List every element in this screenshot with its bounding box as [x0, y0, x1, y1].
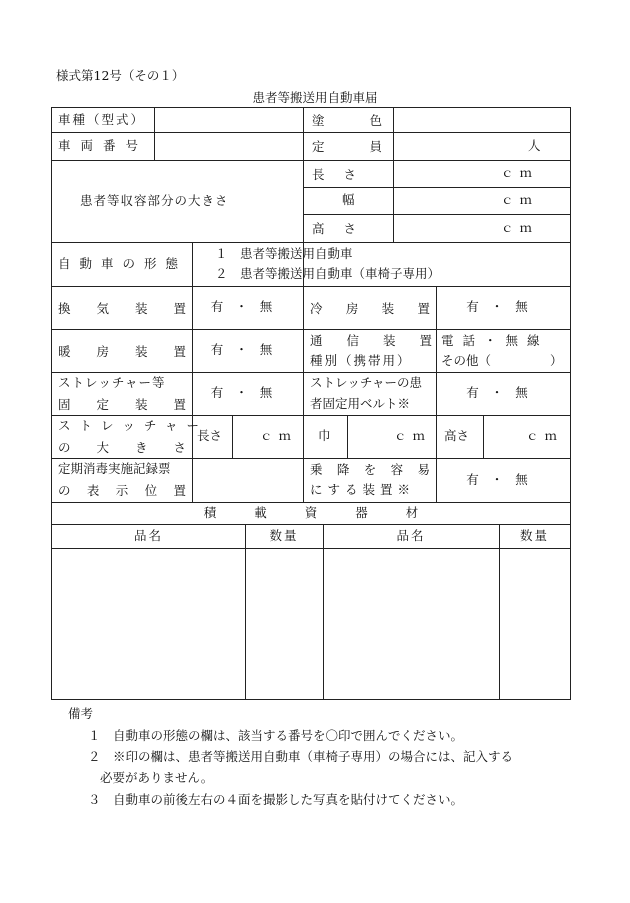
document-title: 患者等搬送用自動車届	[252, 90, 378, 105]
char: を	[363, 462, 377, 477]
form-number: 様式第12号（その１）	[56, 68, 185, 83]
char: 置	[173, 483, 186, 498]
cooling-yes-no: 有・無	[466, 299, 540, 315]
char: 位	[144, 483, 158, 498]
phone-radio-options: 電話・無線	[441, 332, 549, 348]
quantity-header-2: 数量	[519, 527, 549, 543]
item-name-header-2: 品名	[396, 527, 426, 543]
vehicle-form-option-2: ２ 患者等搬送用自動車（車椅子専用）	[215, 266, 441, 282]
height-unit: ｃｍ	[500, 219, 538, 235]
char: 置	[173, 397, 186, 412]
char: 房	[345, 300, 359, 316]
char: 置	[417, 300, 430, 316]
char: さ	[343, 221, 356, 236]
boarding-yes-no: 有・無	[466, 471, 540, 487]
stretcher-height-label: 高さ	[444, 428, 470, 444]
char: 定	[96, 397, 109, 412]
cooling-label	[310, 286, 430, 329]
heating-yes-no: 有・無	[210, 342, 285, 358]
vehicle-form-label: 自動車の形態	[58, 255, 188, 271]
width-unit: ｃｍ	[500, 192, 538, 208]
char: 塗	[312, 113, 325, 128]
height-label	[312, 214, 356, 242]
char: さ	[343, 166, 356, 182]
vehicle-number-label: 車両番号	[58, 137, 149, 153]
char: 房	[96, 343, 109, 359]
length-unit: ｃｍ	[500, 165, 538, 181]
width-label: 幅	[342, 192, 355, 208]
boarding-label-1	[310, 460, 430, 478]
char: の	[58, 483, 71, 498]
char: 定	[312, 139, 325, 154]
char: 乗	[310, 462, 323, 477]
belt-label-2: 者固定用ベルト※	[310, 395, 411, 411]
item-name-header-1: 品名	[133, 527, 163, 543]
notes-heading: 備考	[68, 706, 94, 721]
quantity-header-1: 数量	[269, 527, 299, 543]
char: 色	[369, 113, 382, 128]
char: 容	[390, 462, 404, 477]
stretcher-height-unit: ｃｍ	[525, 428, 563, 444]
char: 気	[96, 300, 109, 316]
char: 員	[369, 139, 382, 154]
char: 長	[312, 166, 325, 182]
note-2-continued: 必要がありません。	[100, 770, 214, 785]
capacity-label	[312, 132, 382, 160]
heating-label	[58, 329, 186, 372]
note-3: ３ 自動車の前後左右の４面を撮影した写真を貼付けてください。	[88, 792, 464, 807]
belt-label-1: ストレッチャーの患	[310, 374, 423, 390]
communication-label-1: 通信装置	[310, 332, 457, 348]
vehicle-form-option-1: １ 患者等搬送用自動車	[215, 246, 353, 262]
char: さ	[173, 440, 186, 455]
char: 暖	[58, 343, 71, 359]
other-suffix: ）	[550, 352, 563, 368]
paint-color-label	[312, 108, 382, 132]
char: き	[134, 440, 148, 455]
char: 装	[134, 343, 148, 359]
vehicle-type-label: 車種（型式）	[58, 111, 146, 127]
stretcher-size-label-1: ストレッチャー	[58, 417, 209, 433]
communication-label-2: 種別（携帯用）	[310, 352, 412, 368]
belt-yes-no: 有・無	[466, 385, 540, 401]
note-2: ２ ※印の欄は、患者等搬送用自動車（車椅子専用）の場合には、記入する	[88, 749, 514, 764]
boarding-label-2: にする装置※	[310, 481, 416, 497]
char: 置	[173, 300, 186, 316]
ventilation-label	[58, 286, 186, 329]
stretcher-length-label: 長さ	[197, 428, 223, 444]
stretcher-size-label-2	[58, 438, 186, 456]
char: 装	[381, 300, 395, 316]
length-label	[312, 160, 356, 187]
char: 換	[58, 300, 71, 316]
stretcher-width-label: 巾	[318, 428, 331, 444]
char: 冷	[310, 300, 323, 316]
equipment-header: 積載資器材	[203, 504, 457, 520]
char: 大	[96, 440, 109, 455]
registration-table	[51, 107, 571, 700]
char: の	[58, 440, 71, 455]
char: 示	[115, 483, 129, 498]
stretcher-fix-label-2	[58, 395, 186, 413]
other-prefix: その他（	[441, 352, 492, 368]
disinfection-label-2	[58, 481, 186, 499]
ventilation-yes-no: 有・無	[210, 299, 285, 315]
stretcher-width-unit: ｃｍ	[393, 428, 431, 444]
compartment-size-label: 患者等収容部分の大きさ	[80, 192, 229, 208]
char: 固	[58, 397, 71, 412]
stretcher-fix-yes-no: 有・無	[210, 385, 285, 401]
char: 易	[417, 462, 430, 477]
char: 置	[173, 343, 186, 359]
char: 高	[312, 221, 325, 236]
note-1: １ 自動車の形態の欄は、該当する番号を〇印で囲んでください。	[88, 728, 464, 743]
char: 表	[86, 483, 100, 498]
stretcher-fix-label-1: ストレッチャー等	[58, 374, 166, 390]
stretcher-length-unit: ｃｍ	[259, 428, 297, 444]
disinfection-label-1: 定期消毒実施記録票	[58, 460, 171, 476]
capacity-unit: 人	[528, 137, 541, 153]
char: 装	[134, 300, 148, 316]
char: 装	[134, 397, 148, 412]
char: 降	[336, 462, 350, 477]
